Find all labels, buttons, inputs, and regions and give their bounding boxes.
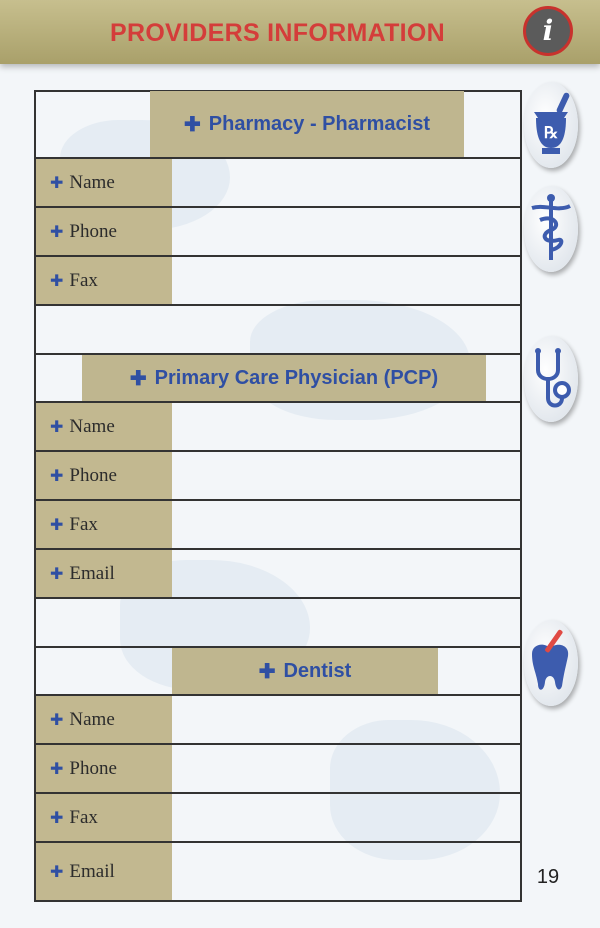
cross-icon: ✚: [50, 809, 64, 827]
section-header-dentist: [172, 648, 438, 694]
field-label: ✚ Phone: [36, 452, 172, 499]
field-label: ✚ Name: [36, 159, 172, 206]
section-title: Pharmacy - Pharmacist: [208, 112, 430, 135]
row-divider: [34, 597, 522, 599]
pcp-email-field[interactable]: [172, 550, 520, 597]
svg-text:℞: ℞: [543, 123, 559, 142]
section-header-pharmacy: [150, 91, 464, 157]
caduceus-icon: [524, 186, 578, 272]
page-header: [0, 0, 600, 64]
cross-icon: ✚: [50, 418, 64, 436]
cross-icon: ✚: [129, 367, 147, 390]
cross-icon: ✚: [50, 223, 64, 241]
cross-icon: ✚: [50, 760, 64, 778]
row-divider: [34, 304, 522, 306]
cross-icon: ✚: [50, 863, 64, 881]
dentist-email-field[interactable]: [172, 843, 520, 900]
cross-icon: ✚: [50, 174, 64, 192]
field-label: ✚ Email: [36, 550, 172, 597]
pharmacy-phone-field[interactable]: [172, 208, 520, 255]
field-label: ✚ Fax: [36, 794, 172, 841]
cross-icon: ✚: [184, 113, 201, 136]
pcp-fax-field[interactable]: [172, 501, 520, 548]
dentist-phone-field[interactable]: [172, 745, 520, 792]
field-label: ✚ Name: [36, 403, 172, 450]
cross-icon: ✚: [50, 711, 64, 729]
dentist-fax-field[interactable]: [172, 794, 520, 841]
field-label: ✚ Email: [36, 843, 172, 900]
cross-icon: ✚: [50, 467, 64, 485]
info-icon: i: [523, 6, 573, 56]
section-title: Dentist: [283, 659, 352, 682]
section-title: Primary Care Physician (PCP): [154, 366, 439, 389]
rx-mortar-icon: [524, 82, 578, 168]
page-number: 19: [536, 866, 560, 888]
pharmacy-fax-field[interactable]: [172, 257, 520, 304]
field-label: ✚ Fax: [36, 501, 172, 548]
tooth-icon: [524, 620, 578, 706]
cross-icon: ✚: [50, 565, 64, 583]
pcp-phone-field[interactable]: [172, 452, 520, 499]
page-title: PROVIDERS INFORMATION: [109, 19, 445, 47]
field-label: ✚ Name: [36, 696, 172, 743]
field-label: ✚ Phone: [36, 745, 172, 792]
field-label: ✚ Fax: [36, 257, 172, 304]
cross-icon: ✚: [50, 516, 64, 534]
dentist-name-field[interactable]: [172, 696, 520, 743]
section-header-pcp: [82, 355, 486, 401]
pcp-name-field[interactable]: [172, 403, 520, 450]
cross-icon: ✚: [50, 272, 64, 290]
field-label: ✚ Phone: [36, 208, 172, 255]
stethoscope-icon: [524, 336, 578, 422]
pharmacy-name-field[interactable]: [172, 159, 520, 206]
cross-icon: ✚: [258, 660, 276, 683]
